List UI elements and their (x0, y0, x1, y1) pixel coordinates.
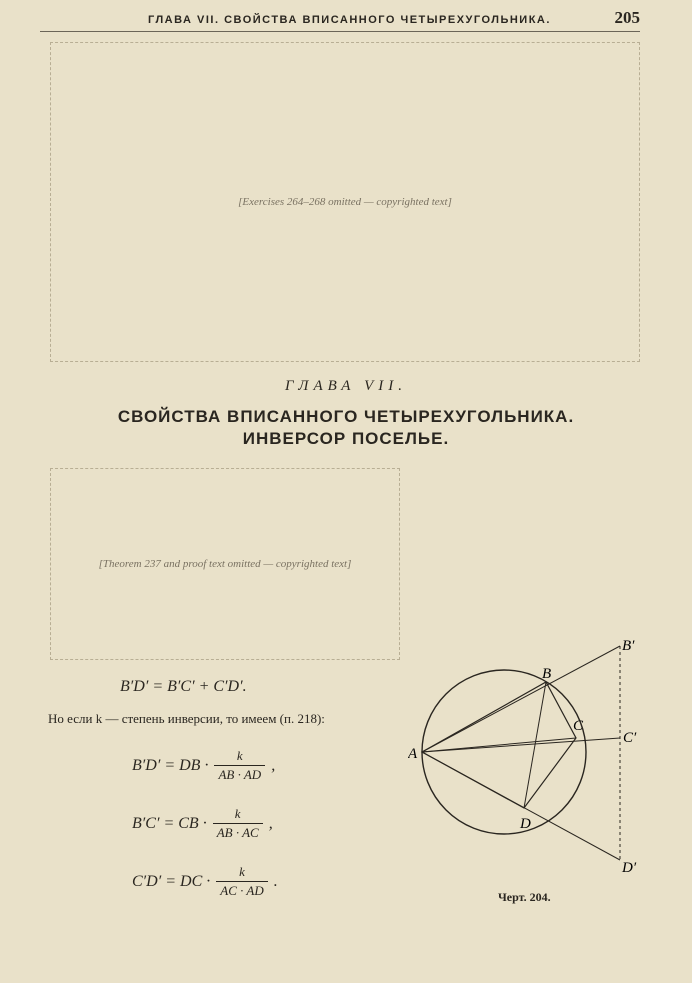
label-b: B (542, 666, 552, 682)
formula-cd-end: . (273, 872, 278, 890)
formula-bc (132, 806, 273, 841)
chapter-label: ГЛАВА VII. (284, 378, 408, 394)
omitted-exercises-note: [Exercises 264–268 omitted — copyrighted text] (50, 42, 640, 362)
formula-sum: B′D′ = B′C′ + C′D′. (120, 678, 247, 695)
formula-cd-numerator: k (239, 864, 245, 879)
label-d: D (520, 816, 531, 832)
circle (422, 670, 586, 834)
formula-bc-lhs: B′C′ = CB · (132, 814, 207, 832)
chapter-title-line-2: ИНВЕРСОР ПОСЕЛЬЕ. (242, 429, 450, 448)
formula-bd-numerator: k (236, 748, 243, 763)
line-a-cprime (422, 738, 620, 752)
formula-bd (132, 748, 275, 783)
formula-cd-fraction (216, 864, 267, 899)
line-a-bprime (422, 646, 620, 752)
formula-bc-end: , (268, 814, 273, 832)
formula-intro: Но если k — степень инверсии, то имеем (п. 218): (48, 711, 325, 726)
chapter-title (40, 406, 652, 450)
figure-caption: Черт. 204. (498, 890, 551, 904)
formula-bc-fraction (213, 806, 263, 841)
running-head: ГЛАВА VII. СВОЙСТВА ВПИСАННОГО ЧЕТЫРЕХУГОЛЬНИКА. (148, 14, 551, 26)
formula-bd-end: , (271, 756, 276, 774)
formula-bd-lhs: B′D′ = DB · (132, 756, 209, 774)
label-a: A (408, 746, 418, 762)
formula-bd-fraction (214, 748, 265, 783)
label-b-prime: B′ (622, 638, 635, 654)
formula-bd-denominator: AB · AD (214, 765, 265, 783)
inversion-figure (408, 628, 648, 878)
formula-bc-numerator: k (234, 806, 241, 821)
chapter-title-line-1: СВОЙСТВА ВПИСАННОГО ЧЕТЫРЕХУГОЛЬНИКА. (117, 407, 575, 426)
page-header (40, 8, 640, 32)
formula-bc-denominator: AB · AC (213, 823, 263, 841)
label-d-prime: D′ (622, 860, 637, 876)
formula-cd-lhs: C′D′ = DC · (132, 872, 211, 890)
formula-cd-denominator: AC · AD (216, 881, 267, 899)
label-c: C (573, 718, 584, 734)
omitted-theorem-note: [Theorem 237 and proof text omitted — copyrighted text] (50, 468, 400, 660)
formula-cd (132, 864, 278, 899)
label-c-prime: C′ (623, 730, 637, 746)
page-number: 205 (614, 8, 640, 27)
